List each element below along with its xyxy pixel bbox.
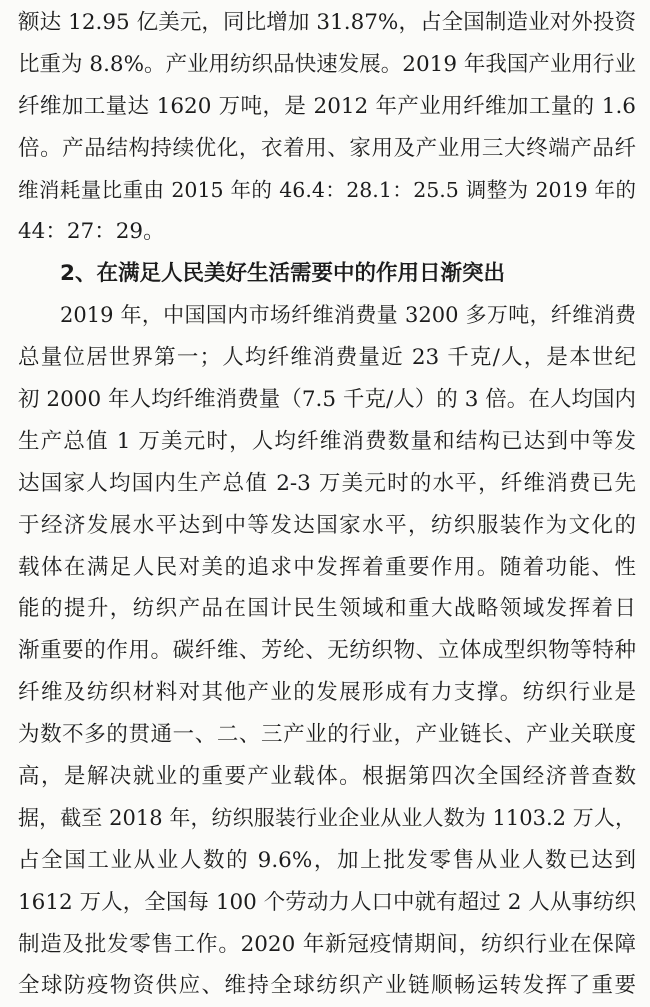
text-line: 为数不多的贯通一、二、三产业的行业，产业链长、产业关联度 — [18, 722, 636, 748]
text-line: 渐重要的作用。碳纤维、芳纶、无纺织物、立体成型织物等特种 — [18, 638, 636, 664]
text-line: 于经济发展水平达到中等发达国家水平，纺织服装作为文化的 — [18, 512, 636, 538]
text-line: 高，是解决就业的重要产业载体。根据第四次全国经济普查数 — [18, 764, 636, 790]
section-heading: 2、在满足人民美好生活需要中的作用日渐突出 — [60, 261, 505, 287]
text-line: 总量位居世界第一；人均纤维消费量近 23 千克/人，是本世纪 — [18, 345, 636, 371]
text-line: 载体在满足人民对美的追求中发挥着重要作用。随着功能、性 — [18, 554, 636, 580]
text-line: 据，截至 2018 年，纺织服装行业企业从业人数为 1103.2 万人， — [18, 805, 636, 830]
text-line: 额达 12.95 亿美元，同比增加 31.87%，占全国制造业对外投资 — [18, 10, 636, 35]
text-line: 1612 万人，全国每 100 个劳动力人口中就有超过 2 人从事纺织 — [18, 889, 636, 915]
text-line: 维消耗量比重由 2015 年的 46.4：28.1：25.5 调整为 2019 年的 — [18, 177, 636, 202]
text-line: 全球防疫物资供应、维持全球纺织产业链顺畅运转发挥了重要 — [18, 973, 636, 999]
text-line: 生产总值 1 万美元时，人均纤维消费数量和结构已达到中等发 — [18, 428, 636, 454]
text-line: 达国家人均国内生产总值 2-3 万美元时的水平，纤维消费已先 — [18, 470, 636, 496]
text-line: 制造及批发零售工作。2020 年新冠疫情期间，纺织行业在保障 — [18, 931, 636, 957]
text-line: 占全国工业从业人数的 9.6%，加上批发零售从业人数已达到 — [18, 847, 636, 873]
text-line: 初 2000 年人均纤维消费量（7.5 千克/人）的 3 倍。在人均国内 — [18, 387, 636, 413]
text-line: 倍。产品结构持续优化，衣着用、家用及产业用三大终端产品纤 — [18, 135, 636, 161]
text-line: 纤维加工量达 1620 万吨，是 2012 年产业用纤维加工量的 1.6 — [18, 93, 636, 119]
text-line: 比重为 8.8%。产业用纺织品快速发展。2019 年我国产业用行业 — [18, 51, 636, 77]
text-line: 44：27：29。 — [18, 219, 165, 245]
text-line: 2019 年，中国国内市场纤维消费量 3200 多万吨，纤维消费 — [60, 303, 636, 328]
text-line: 纤维及纺织材料对其他产业的发展形成有力支撑。纺织行业是 — [18, 680, 636, 706]
text-line: 能的提升，纺织产品在国计民生领域和重大战略领域发挥着日 — [18, 596, 636, 622]
